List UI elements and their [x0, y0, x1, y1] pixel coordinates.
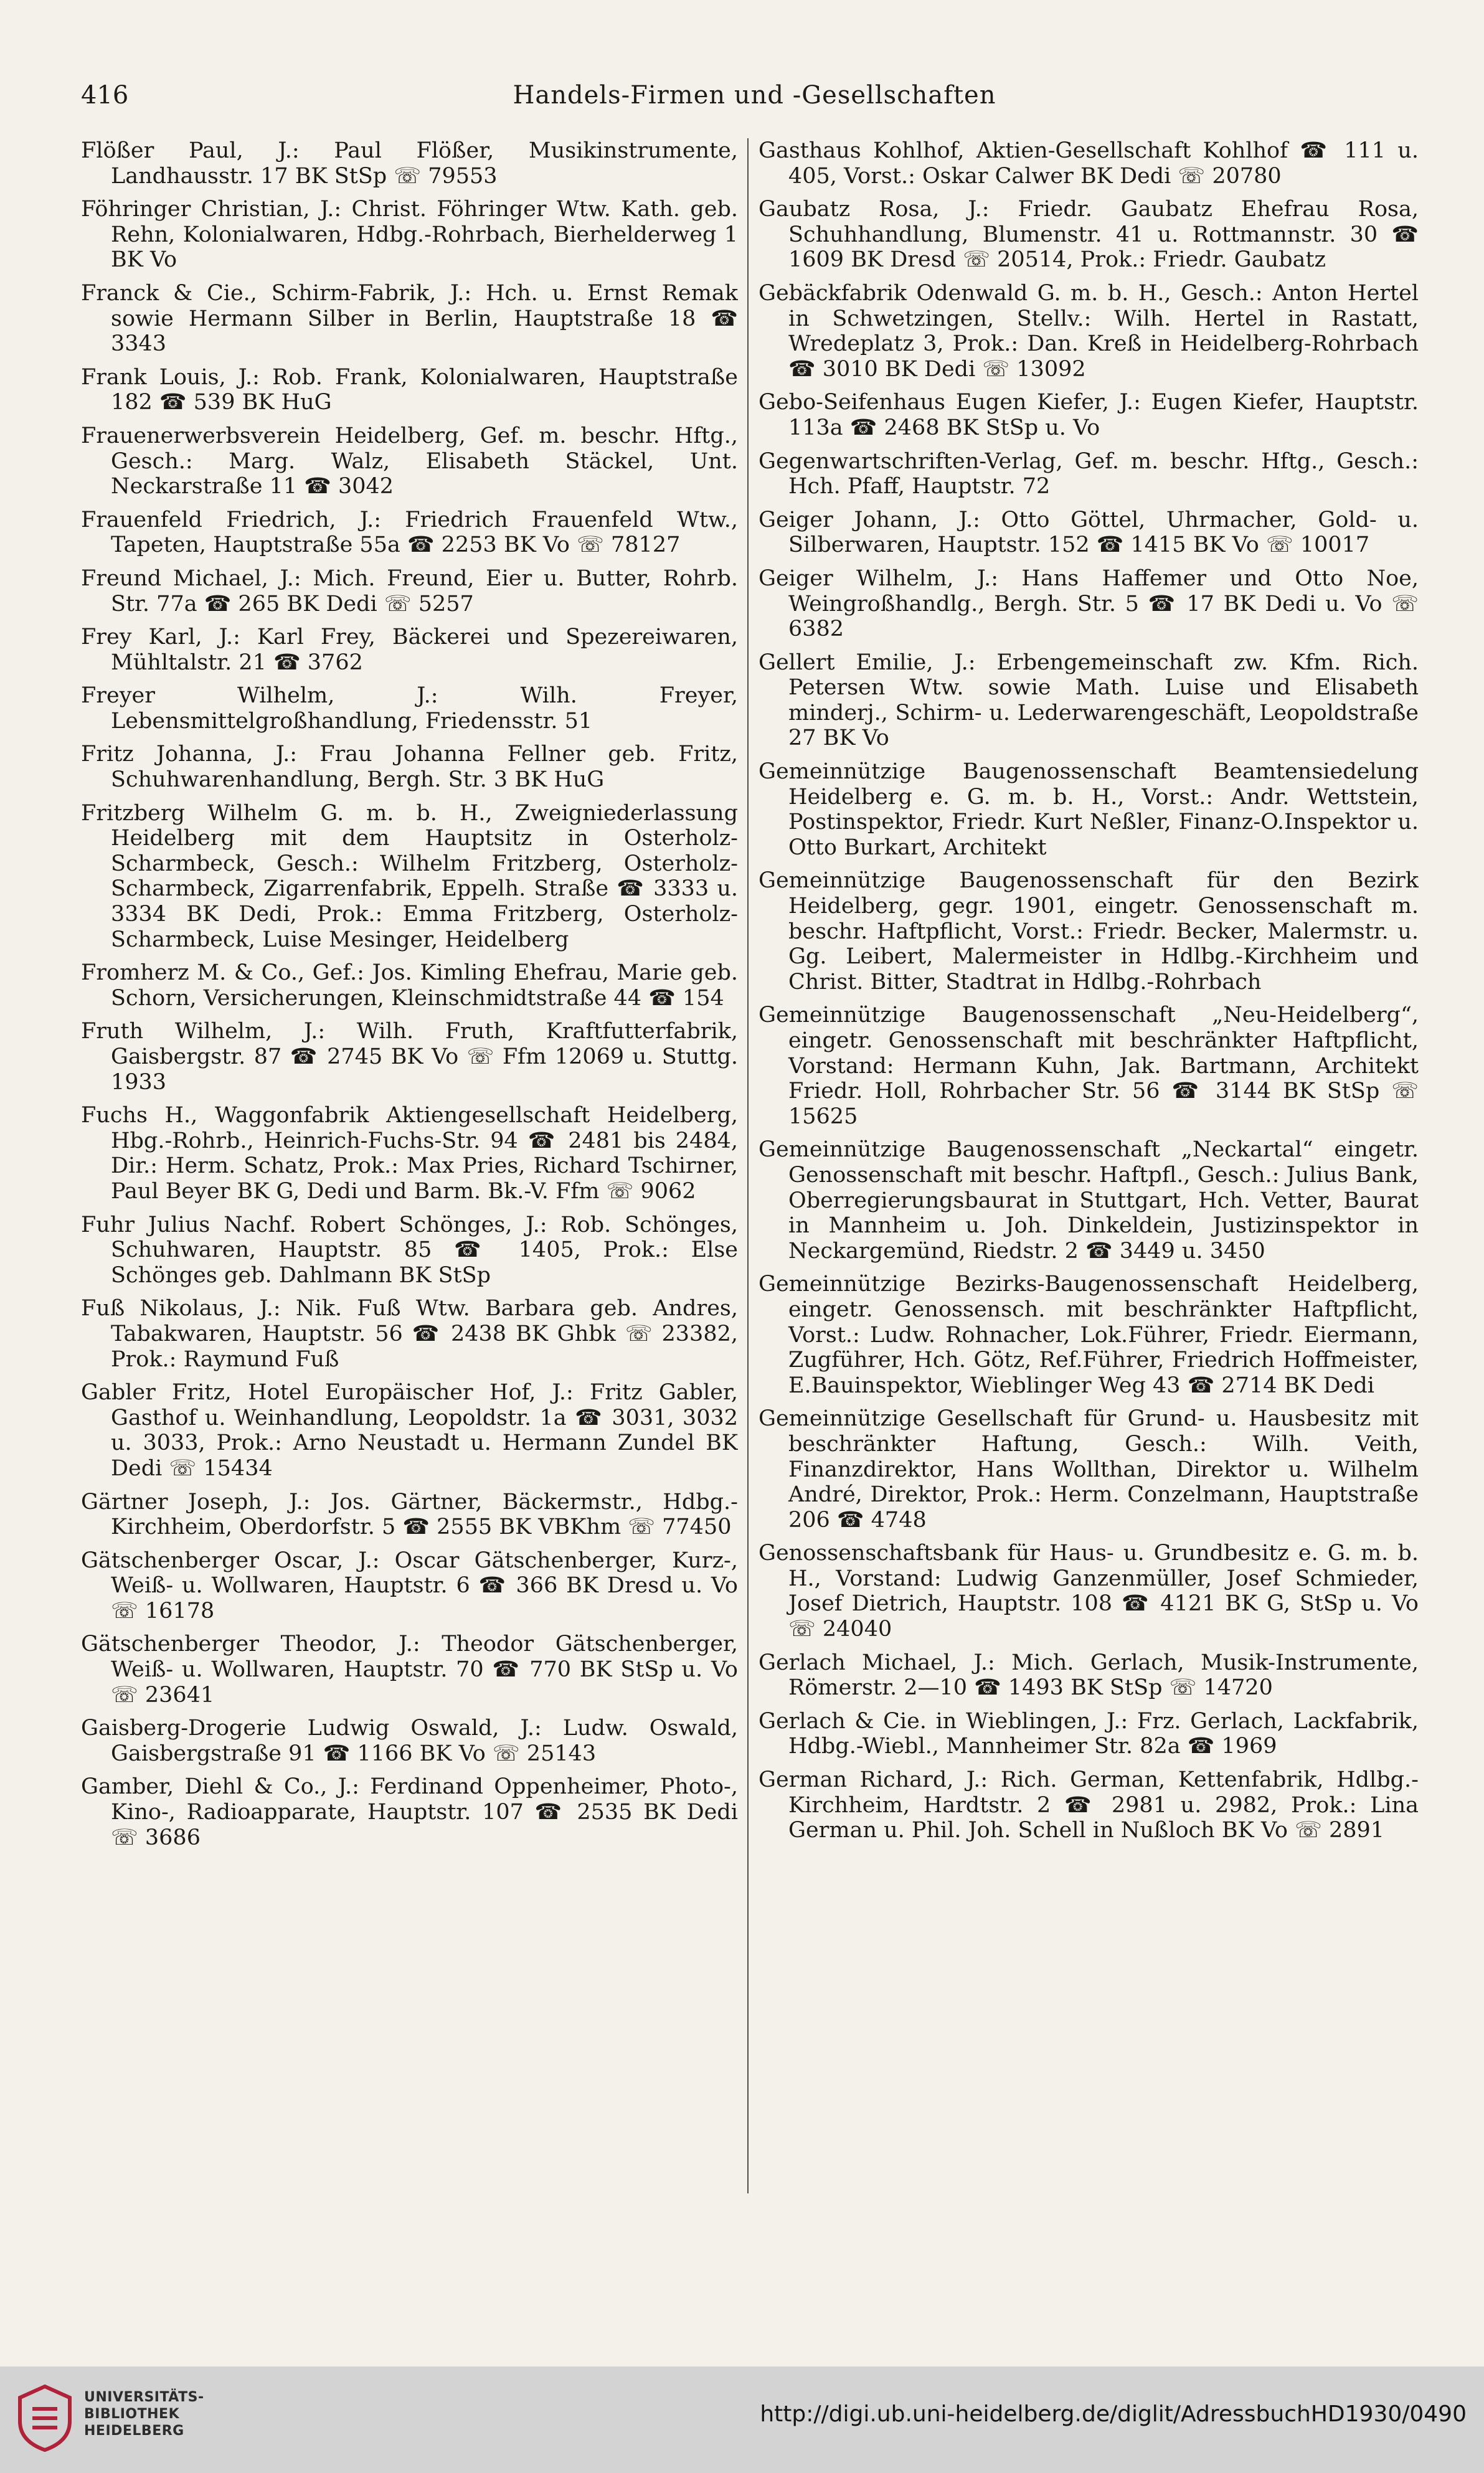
library-seal-icon [14, 2384, 76, 2452]
directory-entry: Gemeinnützige Baugenossenschaft Beamtensiedelung Heidelberg e. G. m. b. H., Vorst.: Andr. Wettstein, Postinspektor, Friedr. Kurt Neßler, Finanz-O.Inspektor u. Otto Burkart, Architekt [759, 759, 1419, 860]
directory-entry: Gaubatz Rosa, J.: Friedr. Gaubatz Ehefrau Rosa, Schuhhandlung, Blumenstr. 41 u. Rottmannstr. 30 ☎ 1609 BK Dresd ☏ 20514, Prok.: Friedr. Gaubatz [759, 197, 1419, 273]
directory-entry: Gebäckfabrik Odenwald G. m. b. H., Gesch.: Anton Hertel in Schwetzingen, Stellv.: Wilh. Hertel in Rastatt, Wredeplatz 3, Prok.: Dan. Kreß in Heidelberg-Rohrbach ☎ 3010 BK Dedi ☏ 13092 [759, 280, 1419, 382]
directory-entry: Franck & Cie., Schirm-Fabrik, J.: Hch. u. Ernst Remak sowie Hermann Silber in Berlin, Hauptstraße 18 ☎ 3343 [81, 280, 738, 357]
library-logo-text [84, 2389, 221, 2439]
running-head [81, 81, 1428, 118]
directory-entry: Gätschenberger Oscar, J.: Oscar Gätschenberger, Kurz-, Weiß- u. Wollwaren, Hauptstr. 6 ☎ 366 BK Dresd u. Vo ☏ 16178 [81, 1548, 738, 1624]
directory-entry: Flößer Paul, J.: Paul Flößer, Musikinstrumente, Landhausstr. 17 BK StSp ☏ 79553 [81, 138, 738, 189]
logo-line: UNIVERSITÄTS- [84, 2390, 204, 2405]
page-number: 416 [81, 81, 129, 110]
directory-entry: Geiger Johann, J.: Otto Göttel, Uhrmacher, Gold- u. Silberwaren, Hauptstr. 152 ☎ 1415 BK Vo ☏ 10017 [759, 507, 1419, 558]
directory-entry: Gemeinnützige Baugenossenschaft für den Bezirk Heidelberg, gegr. 1901, eingetr. Genossenschaft m. beschr. Haftpflicht, Vorst.: Friedr. Becker, Malermstr. u. Gg. Leibert, Malermeister in Hdlbg.-Kirchheim und Christ. Bitter, Stadtrat in Hdlbg.-Rohrbach [759, 868, 1419, 995]
directory-entry: Frank Louis, J.: Rob. Frank, Kolonialwaren, Hauptstraße 182 ☎ 539 BK HuG [81, 364, 738, 415]
running-title: Handels-Firmen und -Gesellschaften [513, 81, 996, 110]
directory-entry: Föhringer Christian, J.: Christ. Föhringer Wtw. Kath. geb. Rehn, Kolonialwaren, Hdbg.-Rohrbach, Bierhelderweg 1 BK Vo [81, 197, 738, 273]
directory-entry: Gaisberg-Drogerie Ludwig Oswald, J.: Ludw. Oswald, Gaisbergstraße 91 ☎ 1166 BK Vo ☏ 25143 [81, 1716, 738, 1766]
directory-entry: Fuchs H., Waggonfabrik Aktiengesellschaft Heidelberg, Hbg.-Rohrb., Heinrich-Fuchs-Str. 94 ☎ 2481 bis 2484, Dir.: Herm. Schatz, Prok.: Max Pries, Richard Tschirner, Paul Beyer BK G, Dedi und Barm. Bk.-V. Ffm ☏ 9062 [81, 1103, 738, 1204]
directory-entry: Gegenwartschriften-Verlag, Gef. m. beschr. Hftg., Gesch.: Hch. Pfaff, Hauptstr. 72 [759, 448, 1419, 499]
directory-entry: Frauenfeld Friedrich, J.: Friedrich Frauenfeld Wtw., Tapeten, Hauptstraße 55a ☎ 2253 BK Vo ☏ 78127 [81, 507, 738, 558]
directory-entry: Gätschenberger Theodor, J.: Theodor Gätschenberger, Weiß- u. Wollwaren, Hauptstr. 70 ☎ 770 BK StSp u. Vo ☏ 23641 [81, 1632, 738, 1708]
directory-entry: Gasthaus Kohlhof, Aktien-Gesellschaft Kohlhof ☎ 111 u. 405, Vorst.: Oskar Calwer BK Dedi ☏ 20780 [759, 138, 1419, 189]
directory-entry: Fuß Nikolaus, J.: Nik. Fuß Wtw. Barbara geb. Andres, Tabakwaren, Hauptstr. 56 ☎ 2438 BK Ghbk ☏ 23382, Prok.: Raymund Fuß [81, 1296, 738, 1372]
logo-line: BIBLIOTHEK [84, 2406, 180, 2422]
directory-entry: Gerlach Michael, J.: Mich. Gerlach, Musik-Instrumente, Römerstr. 2—10 ☎ 1493 BK StSp ☏ 14720 [759, 1650, 1419, 1701]
directory-entry: Gebo-Seifenhaus Eugen Kiefer, J.: Eugen Kiefer, Hauptstr. 113a ☎ 2468 BK StSp u. Vo [759, 390, 1419, 440]
directory-entry: Gellert Emilie, J.: Erbengemeinschaft zw. Kfm. Rich. Petersen Wtw. sowie Math. Luise und Elisabeth minderj., Schirm- u. Lederwarengeschäft, Leopoldstraße 27 BK Vo [759, 650, 1419, 751]
directory-entry: Frey Karl, J.: Karl Frey, Bäckerei und Spezereiwaren, Mühltalstr. 21 ☎ 3762 [81, 625, 738, 675]
directory-entry: Genossenschaftsbank für Haus- u. Grundbesitz e. G. m. b. H., Vorstand: Ludwig Ganzenmüller, Josef Schmieder, Josef Dietrich, Hauptstr. 108 ☎ 4121 BK G, StSp u. Vo ☏ 24040 [759, 1541, 1419, 1642]
directory-entry: Freyer Wilhelm, J.: Wilh. Freyer, Lebensmittelgroßhandlung, Friedensstr. 51 [81, 683, 738, 734]
directory-entry: Geiger Wilhelm, J.: Hans Haffemer und Otto Noe, Weingroßhandlg., Bergh. Str. 5 ☎ 17 BK Dedi u. Vo ☏ 6382 [759, 565, 1419, 642]
directory-entry: Gemeinnützige Bezirks-Baugenossenschaft Heidelberg, eingetr. Genossensch. mit beschränkter Haftpflicht, Vorst.: Ludw. Rohnacher, Lok.Führer, Friedr. Eiermann, Zugführer, Hch. Götz, Ref.Führer, Friedrich Hoffmeister, E.Bauinspektor, Wieblinger Weg 43 ☎ 2714 BK Dedi [759, 1272, 1419, 1398]
right-column [759, 138, 1419, 2279]
directory-entry: Fritz Johanna, J.: Frau Johanna Fellner geb. Fritz, Schuhwarenhandlung, Bergh. Str. 3 BK HuG [81, 742, 738, 793]
directory-entry: Gamber, Diehl & Co., J.: Ferdinand Oppenheimer, Photo-, Kino-, Radioapparate, Hauptstr. 107 ☎ 2535 BK Dedi ☏ 3686 [81, 1774, 738, 1850]
directory-entry: Gabler Fritz, Hotel Europäischer Hof, J.: Fritz Gabler, Gasthof u. Weinhandlung, Leopoldstr. 1a ☎ 3031, 3032 u. 3033, Prok.: Arno Neustadt u. Hermann Zundel BK Dedi ☏ 15434 [81, 1380, 738, 1481]
directory-entry: Freund Michael, J.: Mich. Freund, Eier u. Butter, Rohrb. Str. 77a ☎ 265 BK Dedi ☏ 5257 [81, 565, 738, 617]
directory-entry: Gemeinnützige Gesellschaft für Grund- u. Hausbesitz mit beschränkter Haftung, Gesch.: Wilh. Veith, Finanzdirektor, Hans Wollthan, Direktor u. Wilhelm André, Direktor, Prok.: Herm. Conzelmann, Hauptstraße 206 ☎ 4748 [759, 1406, 1419, 1533]
directory-entry: German Richard, J.: Rich. German, Kettenfabrik, Hdlbg.-Kirchheim, Hardtstr. 2 ☎ 2981 u. 2982, Prok.: Lina German u. Phil. Joh. Schell in Nußloch BK Vo ☏ 2891 [759, 1767, 1419, 1843]
directory-entry: Gärtner Joseph, J.: Jos. Gärtner, Bäckermstr., Hdbg.-Kirchheim, Oberdorfstr. 5 ☎ 2555 BK VBKhm ☏ 77450 [81, 1489, 738, 1540]
left-column [81, 138, 738, 2279]
directory-entry: Gemeinnützige Baugenossenschaft „Neckartal“ eingetr. Genossenschaft mit beschr. Haftpfl., Gesch.: Julius Bank, Oberregierungsbaurat in Stuttgart, Hch. Vetter, Baurat in Mannheim u. Joh. Dinkeldein, Justizinspektor in Neckargemünd, Riedstr. 2 ☎ 3449 u. 3450 [759, 1137, 1419, 1264]
column-divider [747, 138, 749, 2193]
directory-entry: Fruth Wilhelm, J.: Wilh. Fruth, Kraftfutterfabrik, Gaisbergstr. 87 ☎ 2745 BK Vo ☏ Ffm 12069 u. Stuttg. 1933 [81, 1019, 738, 1095]
source-url-link[interactable]: http://digi.ub.uni-heidelberg.de/diglit/AdressbuchHD1930/0490 [760, 2401, 1467, 2427]
directory-entry: Fromherz M. & Co., Gef.: Jos. Kimling Ehefrau, Marie geb. Schorn, Versicherungen, Kleinschmidtstraße 44 ☎ 154 [81, 960, 738, 1011]
directory-entry: Gerlach & Cie. in Wieblingen, J.: Frz. Gerlach, Lackfabrik, Hdbg.-Wiebl., Mannheimer Str. 82a ☎ 1969 [759, 1708, 1419, 1759]
directory-entry: Frauenerwerbsverein Heidelberg, Gef. m. beschr. Hftg., Gesch.: Marg. Walz, Elisabeth Stäckel, Unt. Neckarstraße 11 ☎ 3042 [81, 423, 738, 499]
footer-bar [0, 2367, 1484, 2473]
directory-entry: Gemeinnützige Baugenossenschaft „Neu-Heidelberg“, eingetr. Genossenschaft mit beschränkter Haftpflicht, Vorstand: Hermann Kuhn, Jak. Bartmann, Architekt Friedr. Holl, Rohrbacher Str. 56 ☎ 3144 BK StSp ☏ 15625 [759, 1003, 1419, 1129]
logo-line: HEIDELBERG [84, 2423, 184, 2439]
directory-entry: Fritzberg Wilhelm G. m. b. H., Zweigniederlassung Heidelberg mit dem Hauptsitz in Osterholz-Scharmbeck, Gesch.: Wilhelm Fritzberg, Osterholz-Scharmbeck, Zigarrenfabrik, Eppelh. Straße ☎ 3333 u. 3334 BK Dedi, Prok.: Emma Fritzberg, Osterholz-Scharmbeck, Luise Mesinger, Heidelberg [81, 800, 738, 952]
directory-entry: Fuhr Julius Nachf. Robert Schönges, J.: Rob. Schönges, Schuhwaren, Hauptstr. 85 ☎ 1405, Prok.: Else Schönges geb. Dahlmann BK StSp [81, 1212, 738, 1288]
